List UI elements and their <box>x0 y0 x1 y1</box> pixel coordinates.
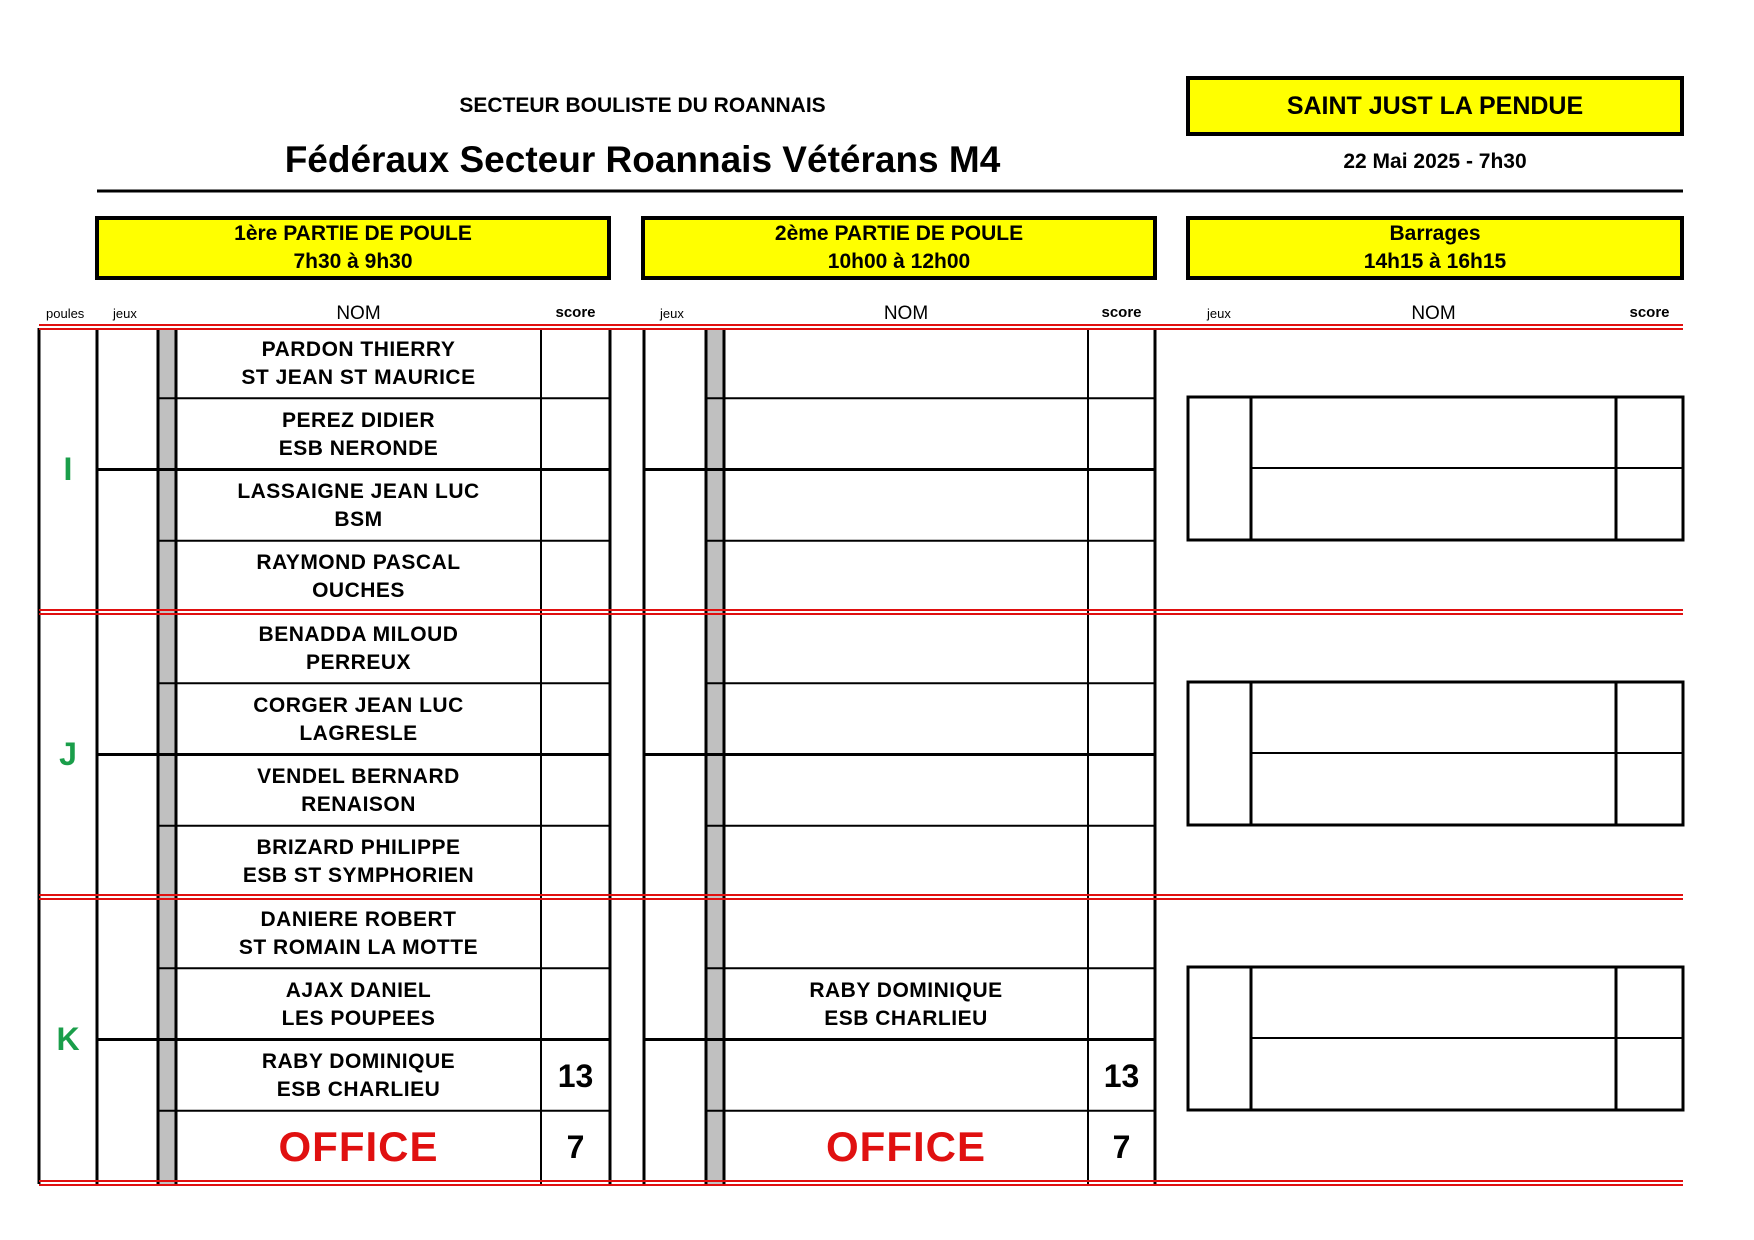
section-round1-time: 7h30 à 9h30 <box>293 250 413 273</box>
player-club: LES POUPEES <box>281 1007 436 1030</box>
page-title: Fédéraux Secteur Roannais Vétérans M4 <box>284 139 1001 180</box>
col-nom-r1: NOM <box>336 303 381 324</box>
player-club: RENAISON <box>301 793 416 816</box>
section-round2 <box>641 216 1157 280</box>
score-value: 7 <box>566 1128 585 1165</box>
player-name: AJAX DANIEL <box>285 979 432 1002</box>
section-round2-time: 10h00 à 12h00 <box>827 250 971 273</box>
poule-label-K: K <box>56 1021 80 1057</box>
player-cell <box>176 542 541 612</box>
player-name: RABY DOMINIQUE <box>261 1050 456 1073</box>
office-label: OFFICE <box>278 1123 439 1170</box>
player-club: ST ROMAIN LA MOTTE <box>238 936 479 959</box>
col-jeux-r2: jeux <box>660 306 684 321</box>
section-barrages <box>1186 216 1684 280</box>
round2-office-cell <box>724 1112 1088 1182</box>
player-cell <box>176 329 541 399</box>
round2-player-cell <box>724 970 1088 1040</box>
office-cell <box>176 1112 541 1182</box>
player-cell <box>176 471 541 541</box>
col-score-barrages: score <box>1629 304 1670 321</box>
player-cell <box>176 614 541 684</box>
col-jeux-r1: jeux <box>113 306 137 321</box>
player-club: ESB CHARLIEU <box>276 1078 441 1101</box>
score-value: 13 <box>557 1057 594 1094</box>
player-name: DANIERE ROBERT <box>260 908 457 931</box>
player-cell <box>176 756 541 826</box>
player-club: PERREUX <box>305 651 412 674</box>
player-name: BENADDA MILOUD <box>258 623 459 646</box>
player-club: ESB NERONDE <box>278 437 439 460</box>
section-round1-title: 1ère PARTIE DE POULE <box>234 222 472 245</box>
player-name: RABY DOMINIQUE <box>809 979 1003 1002</box>
col-score-r1: score <box>555 304 596 321</box>
player-name: LASSAIGNE JEAN LUC <box>237 480 480 503</box>
round2-score-value: 13 <box>1103 1057 1140 1094</box>
player-name: RAYMOND PASCAL <box>256 551 461 574</box>
col-score-r2: score <box>1101 304 1142 321</box>
col-nom-r2: NOM <box>883 303 929 324</box>
player-cell <box>176 685 541 755</box>
player-cell <box>176 827 541 897</box>
col-poules: poules <box>46 306 85 321</box>
sector-name: SECTEUR BOULISTE DU ROANNAIS <box>459 94 826 117</box>
section-barrages-time: 14h15 à 16h15 <box>1363 250 1507 273</box>
col-nom-barrages: NOM <box>1411 303 1456 324</box>
player-club: ESB ST SYMPHORIEN <box>242 864 475 887</box>
player-name: PEREZ DIDIER <box>281 409 436 432</box>
player-club: BSM <box>334 508 383 531</box>
player-club: OUCHES <box>312 579 405 602</box>
player-cell <box>176 899 541 969</box>
event-date: 22 Mai 2025 - 7h30 <box>1343 150 1527 173</box>
section-barrages-title: Barrages <box>1389 222 1481 245</box>
location-box <box>1186 76 1684 136</box>
player-name: BRIZARD PHILIPPE <box>256 836 461 859</box>
barrage-box-J <box>1188 682 1683 825</box>
poule-label-J: J <box>59 736 77 772</box>
barrage-box-I <box>1188 397 1683 540</box>
player-cell <box>176 970 541 1040</box>
player-club: ST JEAN ST MAURICE <box>241 366 476 389</box>
round2-score-value: 7 <box>1112 1128 1131 1165</box>
office-label: OFFICE <box>826 1123 986 1170</box>
section-round1 <box>95 216 611 280</box>
location-name: SAINT JUST LA PENDUE <box>1286 91 1584 120</box>
player-name: CORGER JEAN LUC <box>253 694 464 717</box>
section-round2-title: 2ème PARTIE DE POULE <box>774 222 1024 245</box>
player-cell <box>176 1041 541 1111</box>
player-name: VENDEL BERNARD <box>257 765 460 788</box>
player-club: ESB CHARLIEU <box>824 1007 988 1030</box>
player-cell <box>176 400 541 470</box>
player-club: LAGRESLE <box>299 722 418 745</box>
barrage-box-K <box>1188 967 1683 1110</box>
col-jeux-barrages: jeux <box>1207 306 1231 321</box>
player-name: PARDON THIERRY <box>261 338 456 361</box>
poule-label-I: I <box>63 451 73 487</box>
